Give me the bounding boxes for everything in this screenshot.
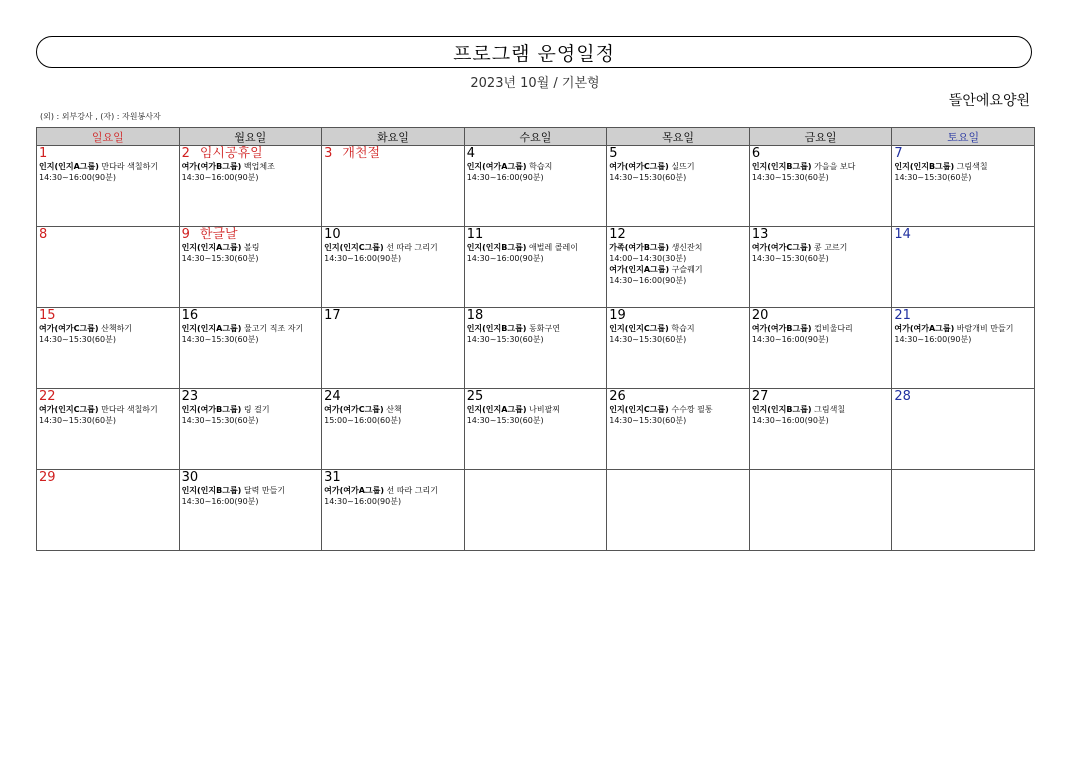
program-event bbox=[752, 323, 889, 345]
event-group: 인지(여가A그룹) bbox=[466, 162, 527, 171]
day-number-text: 29 bbox=[39, 470, 56, 485]
day-number bbox=[182, 228, 319, 242]
event-time: 14:30~15:30(60분) bbox=[181, 335, 259, 344]
calendar-day-cell bbox=[464, 308, 607, 389]
day-number-text: 3 bbox=[324, 146, 333, 161]
event-time: 14:30~15:30(60분) bbox=[751, 254, 829, 263]
day-number bbox=[752, 309, 889, 323]
calendar-day-cell bbox=[749, 227, 892, 308]
event-name: 볼링 bbox=[243, 243, 260, 252]
day-number bbox=[467, 390, 604, 404]
event-group: 여가(인지A그룹) bbox=[609, 265, 670, 274]
event-time: 14:30~15:30(60분) bbox=[609, 173, 687, 182]
event-name: 산책하기 bbox=[101, 324, 133, 333]
event-group: 인지(인지B그룹) bbox=[466, 324, 527, 333]
event-group: 인지(인지B그룹) bbox=[751, 162, 812, 171]
event-name: 달력 만들기 bbox=[243, 486, 286, 495]
day-number bbox=[39, 471, 176, 485]
event-name: 컵비울다리 bbox=[814, 324, 853, 333]
event-group: 여가(인지C그룹) bbox=[39, 405, 99, 414]
program-event bbox=[39, 404, 176, 426]
weekday-friday: 금요일 bbox=[749, 128, 892, 146]
event-group: 인지(인지A그룹) bbox=[181, 243, 242, 252]
day-number-text: 19 bbox=[609, 308, 626, 323]
calendar-day-cell bbox=[464, 227, 607, 308]
event-group: 인지(인지B그룹) bbox=[181, 486, 242, 495]
program-event bbox=[609, 404, 746, 426]
day-number-text: 18 bbox=[466, 308, 484, 323]
calendar-day-cell bbox=[179, 308, 322, 389]
day-number-text: 23 bbox=[181, 389, 199, 404]
calendar-day-cell bbox=[322, 146, 465, 227]
event-time: 14:30~16:00(90분) bbox=[324, 254, 402, 263]
day-number bbox=[609, 147, 746, 161]
event-name: 학습지 bbox=[671, 324, 695, 333]
event-name: 학습지 bbox=[529, 162, 553, 171]
event-name: 구슬꿰기 bbox=[671, 265, 703, 274]
event-group: 여가(여가C그룹) bbox=[609, 162, 669, 171]
event-group: 인지(인지A그룹) bbox=[39, 162, 99, 171]
event-time: 14:30~15:30(60분) bbox=[466, 416, 544, 425]
day-number-text: 15 bbox=[39, 308, 56, 323]
event-time: 14:30~15:30(60분) bbox=[181, 416, 259, 425]
day-number-text: 26 bbox=[609, 389, 626, 404]
program-event bbox=[324, 404, 461, 426]
calendar-week-row bbox=[37, 470, 1035, 551]
program-event bbox=[39, 323, 176, 345]
program-event bbox=[467, 404, 604, 426]
program-event bbox=[324, 485, 461, 507]
event-group: 여가(여가C그룹) bbox=[751, 243, 812, 252]
day-number bbox=[609, 390, 746, 404]
event-time: 14:30~15:30(60분) bbox=[609, 416, 687, 425]
program-event bbox=[894, 323, 1031, 345]
event-name: 수수깡 필통 bbox=[671, 405, 713, 414]
calendar-day-cell bbox=[607, 470, 750, 551]
calendar-day-cell bbox=[179, 227, 322, 308]
event-group: 인지(인지C그룹) bbox=[609, 324, 669, 333]
program-event bbox=[609, 242, 746, 264]
day-number bbox=[467, 309, 604, 323]
program-event bbox=[752, 404, 889, 426]
weekday-saturday: 토요일 bbox=[892, 128, 1035, 146]
event-time: 14:30~16:00(90분) bbox=[39, 173, 116, 182]
event-time: 14:30~15:30(60분) bbox=[39, 335, 116, 344]
day-number-text: 12 bbox=[609, 227, 626, 242]
program-event bbox=[752, 161, 889, 183]
calendar-day-cell bbox=[37, 227, 180, 308]
day-number-text: 13 bbox=[751, 227, 769, 242]
day-number-text: 31 bbox=[324, 470, 341, 485]
event-group: 인지(인지C그룹) bbox=[324, 243, 384, 252]
day-number bbox=[39, 390, 176, 404]
day-number bbox=[39, 147, 176, 161]
day-number-text: 6 bbox=[751, 146, 761, 161]
day-number-text: 17 bbox=[324, 308, 341, 323]
event-name: 가을을 보다 bbox=[814, 162, 856, 171]
event-name: 실뜨기 bbox=[671, 162, 695, 171]
day-number-text: 1 bbox=[39, 146, 48, 161]
program-event bbox=[324, 242, 461, 264]
day-number bbox=[467, 228, 604, 242]
event-time: 14:30~15:30(60분) bbox=[609, 335, 687, 344]
day-number-text: 20 bbox=[751, 308, 769, 323]
event-group: 여가(여가A그룹) bbox=[324, 486, 384, 495]
calendar-day-cell bbox=[892, 470, 1035, 551]
day-number bbox=[752, 390, 889, 404]
event-time: 14:30~15:30(60분) bbox=[894, 173, 972, 182]
event-time: 14:30~15:30(60분) bbox=[181, 254, 259, 263]
program-event bbox=[39, 161, 176, 183]
holiday-label: 한글날 bbox=[199, 227, 238, 242]
event-group: 인지(인지B그룹) bbox=[466, 243, 527, 252]
event-name: 선 따라 그리기 bbox=[386, 243, 438, 252]
event-name: 링 걸기 bbox=[243, 405, 270, 414]
event-time: 14:30~15:30(60분) bbox=[751, 173, 829, 182]
event-name: 생신잔치 bbox=[671, 243, 703, 252]
day-number-text: 21 bbox=[894, 308, 911, 323]
event-group: 인지(인지A그룹) bbox=[181, 324, 242, 333]
calendar-week-row bbox=[37, 146, 1035, 227]
calendar-day-cell bbox=[179, 146, 322, 227]
legend-note: (외) : 외부강사 , (자) : 자원봉사자 bbox=[40, 112, 161, 121]
event-name: 선 따라 그리기 bbox=[386, 486, 439, 495]
event-name: 백업체조 bbox=[243, 162, 275, 171]
holiday-label: 임시공휴일 bbox=[199, 146, 263, 161]
event-group: 여가(여가C그룹) bbox=[39, 324, 99, 333]
program-event bbox=[467, 242, 604, 264]
day-number-text: 4 bbox=[466, 146, 475, 161]
program-event bbox=[467, 323, 604, 345]
event-name: 그림색칠 bbox=[956, 162, 988, 171]
program-event bbox=[752, 242, 889, 264]
program-event bbox=[609, 161, 746, 183]
event-name: 바람개비 만들기 bbox=[956, 324, 1014, 333]
event-group: 인지(인지B그룹) bbox=[894, 162, 955, 171]
event-time: 14:30~15:30(60분) bbox=[39, 416, 116, 425]
event-group: 인지(인지B그룹) bbox=[751, 405, 812, 414]
calendar-week-row bbox=[37, 389, 1035, 470]
event-name: 애벌레 콜레이 bbox=[529, 243, 578, 252]
event-group: 인지(인지C그룹) bbox=[609, 405, 669, 414]
program-event bbox=[182, 161, 319, 183]
holiday-label: 개천절 bbox=[342, 146, 381, 161]
calendar-day-cell bbox=[464, 389, 607, 470]
event-name: 그림색칠 bbox=[814, 405, 846, 414]
event-name: 동화구연 bbox=[529, 324, 560, 333]
day-number bbox=[609, 309, 746, 323]
calendar-day-cell bbox=[37, 470, 180, 551]
event-time: 14:30~16:00(90분) bbox=[466, 173, 544, 182]
day-number-text: 24 bbox=[324, 389, 341, 404]
event-name: 만다라 색칠하기 bbox=[101, 405, 158, 414]
calendar-day-cell bbox=[892, 227, 1035, 308]
day-number bbox=[182, 390, 319, 404]
calendar-day-cell bbox=[892, 308, 1035, 389]
weekday-sunday: 일요일 bbox=[37, 128, 180, 146]
weekday-monday: 월요일 bbox=[179, 128, 322, 146]
day-number-text: 7 bbox=[894, 146, 903, 161]
program-event bbox=[182, 323, 319, 345]
program-event bbox=[467, 161, 604, 183]
calendar-day-cell bbox=[749, 470, 892, 551]
day-number bbox=[39, 309, 176, 323]
weekday-tuesday: 화요일 bbox=[322, 128, 465, 146]
program-event bbox=[182, 485, 319, 507]
day-number-text: 5 bbox=[609, 146, 618, 161]
event-group: 인지(여가B그룹) bbox=[181, 405, 242, 414]
day-number-text: 22 bbox=[39, 389, 56, 404]
calendar-day-cell bbox=[464, 470, 607, 551]
calendar-day-cell bbox=[464, 146, 607, 227]
day-number-text: 28 bbox=[894, 389, 911, 404]
event-time: 14:30~16:00(90분) bbox=[181, 173, 259, 182]
calendar-day-cell bbox=[749, 308, 892, 389]
calendar-day-cell bbox=[607, 308, 750, 389]
calendar-day-cell bbox=[607, 389, 750, 470]
day-number-text: 30 bbox=[181, 470, 199, 485]
page-title: 프로그램 운영일정 bbox=[453, 42, 615, 65]
event-time: 14:30~15:30(60분) bbox=[466, 335, 544, 344]
day-number-text: 16 bbox=[181, 308, 199, 323]
calendar-day-cell bbox=[892, 389, 1035, 470]
event-name: 나비팔찌 bbox=[529, 405, 561, 414]
calendar-day-cell bbox=[892, 146, 1035, 227]
weekday-wednesday: 수요일 bbox=[464, 128, 607, 146]
day-number bbox=[752, 228, 889, 242]
event-name: 콩 고르기 bbox=[813, 243, 848, 252]
day-number bbox=[324, 471, 461, 485]
calendar-day-cell bbox=[322, 308, 465, 389]
event-name: 만다라 색칠하기 bbox=[101, 162, 159, 171]
event-time: 14:30~16:00(90분) bbox=[181, 497, 259, 506]
event-time: 14:30~16:00(90분) bbox=[751, 335, 829, 344]
event-group: 여가(여가C그룹) bbox=[324, 405, 384, 414]
calendar-day-cell bbox=[322, 389, 465, 470]
event-name: 산책 bbox=[386, 405, 402, 414]
day-number bbox=[752, 147, 889, 161]
event-time: 14:30~16:00(90분) bbox=[894, 335, 972, 344]
event-time: 15:00~16:00(60분) bbox=[324, 416, 402, 425]
event-group: 여가(여가B그룹) bbox=[181, 162, 242, 171]
title-box bbox=[36, 36, 1032, 68]
day-number bbox=[182, 309, 319, 323]
calendar-day-cell bbox=[322, 470, 465, 551]
day-number bbox=[182, 471, 319, 485]
event-group: 가족(여가B그룹) bbox=[609, 243, 670, 252]
day-number-text: 27 bbox=[751, 389, 769, 404]
day-number-text: 25 bbox=[466, 389, 484, 404]
program-event bbox=[894, 161, 1031, 183]
day-number bbox=[894, 309, 1031, 323]
event-time: 14:30~16:00(90분) bbox=[609, 276, 687, 285]
weekday-header-row bbox=[37, 128, 1035, 146]
calendar-day-cell bbox=[179, 470, 322, 551]
event-time: 14:30~16:00(90분) bbox=[751, 416, 829, 425]
calendar-day-cell bbox=[749, 389, 892, 470]
calendar-day-cell bbox=[37, 389, 180, 470]
calendar-day-cell bbox=[37, 308, 180, 389]
day-number bbox=[324, 390, 461, 404]
calendar-week-row bbox=[37, 308, 1035, 389]
event-group: 여가(여가B그룹) bbox=[751, 324, 812, 333]
day-number bbox=[39, 228, 176, 242]
day-number bbox=[324, 147, 461, 161]
calendar-week-row bbox=[37, 227, 1035, 308]
day-number bbox=[894, 390, 1031, 404]
day-number-text: 2 bbox=[181, 146, 190, 161]
calendar-day-cell bbox=[749, 146, 892, 227]
day-number bbox=[182, 147, 319, 161]
program-event bbox=[609, 323, 746, 345]
day-number bbox=[894, 228, 1031, 242]
calendar-day-cell bbox=[37, 146, 180, 227]
program-event bbox=[182, 242, 319, 264]
day-number-text: 14 bbox=[894, 227, 911, 242]
day-number bbox=[324, 228, 461, 242]
event-time: 14:30~16:00(90분) bbox=[324, 497, 402, 506]
day-number bbox=[324, 309, 461, 323]
day-number bbox=[467, 147, 604, 161]
event-time: 14:30~16:00(90분) bbox=[466, 254, 544, 263]
organization-name: 뜰안에요양원 bbox=[948, 93, 1030, 109]
day-number-text: 11 bbox=[466, 227, 484, 242]
day-number bbox=[894, 147, 1031, 161]
event-time: 14:00~14:30(30분) bbox=[609, 254, 687, 263]
calendar-day-cell bbox=[607, 146, 750, 227]
program-event bbox=[609, 264, 746, 286]
weekday-thursday: 목요일 bbox=[607, 128, 750, 146]
event-group: 여가(여가A그룹) bbox=[894, 324, 955, 333]
day-number-text: 8 bbox=[39, 227, 48, 242]
program-event bbox=[182, 404, 319, 426]
page-subtitle: 2023년 10월 / 기본형 bbox=[470, 76, 600, 91]
day-number-text: 10 bbox=[324, 227, 341, 242]
day-number-text: 9 bbox=[181, 227, 190, 242]
day-number bbox=[609, 228, 746, 242]
calendar-day-cell bbox=[607, 227, 750, 308]
calendar-day-cell bbox=[322, 227, 465, 308]
event-name: 물고기 직조 자기 bbox=[243, 324, 304, 333]
calendar-day-cell bbox=[179, 389, 322, 470]
event-group: 인지(인지A그룹) bbox=[466, 405, 527, 414]
calendar-table bbox=[36, 127, 1035, 551]
